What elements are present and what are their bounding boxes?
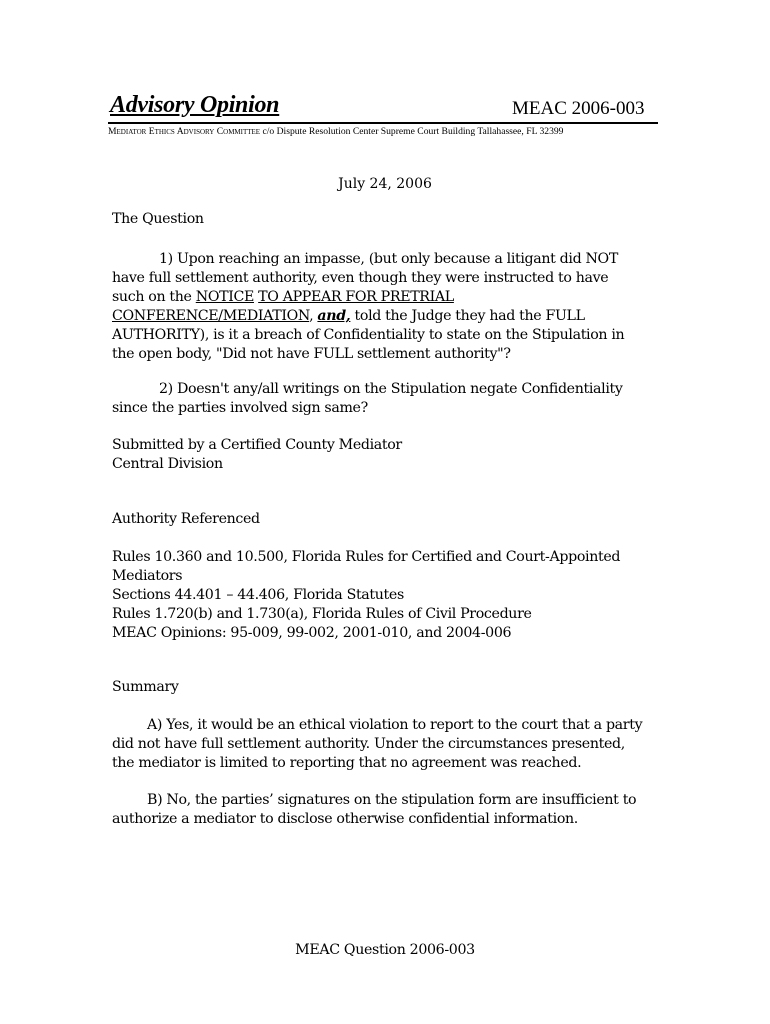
summary-a-line: did not have full settlement authority. Under the circumstances presented, [112, 736, 625, 752]
committee-location: c/o Dispute Resolution Center Supreme Court Building Tallahassee, FL 32399 [260, 126, 564, 137]
text-run: such on the [112, 289, 196, 305]
authority-line: Sections 44.401 – 44.406, Florida Statutes [112, 587, 404, 603]
question-one-line [112, 288, 672, 307]
question-one [112, 250, 672, 364]
authority-line: MEAC Opinions: 95-009, 99-002, 2001-010, and 2004-006 [112, 625, 512, 641]
committee-name: Mediator Ethics Advisory Committee [108, 126, 261, 137]
authority-line: Rules 10.360 and 10.500, Florida Rules for Certified and Court-Appointed [112, 549, 621, 565]
summary-b-line: authorize a mediator to disclose otherwise confidential information. [112, 811, 578, 827]
question-two [112, 380, 672, 418]
emphasis-and: and, [317, 308, 351, 324]
question-one-line: have full settlement authority, even though they were instructed to have [112, 270, 609, 286]
summary-a-line: A) Yes, it would be an ethical violation to report to the court that a party [147, 717, 643, 733]
text-run: told the Judge they had the FULL [350, 308, 585, 324]
authority-line: Rules 1.720(b) and 1.730(a), Florida Rules of Civil Procedure [112, 606, 532, 622]
question-heading: The Question [112, 211, 204, 227]
summary-a [112, 716, 672, 773]
summary-b-line: B) No, the parties’ signatures on the stipulation form are insufficient to [147, 792, 637, 808]
document-title: Advisory Opinion [110, 92, 280, 118]
question-one-line: 1) Upon reaching an impasse, (but only because a litigant did NOT [159, 251, 618, 267]
opinion-date: July 24, 2006 [338, 176, 432, 192]
question-one-line [112, 307, 672, 326]
summary-b [112, 791, 672, 829]
submitted-by [112, 436, 672, 474]
authority-heading: Authority Referenced [112, 511, 260, 527]
notice-reference-cont: TO APPEAR FOR PRETRIAL [258, 289, 454, 305]
notice-reference-end: CONFERENCE/MEDIATION [112, 308, 310, 324]
notice-reference: NOTICE [195, 289, 254, 305]
authority-line: Mediators [112, 568, 183, 584]
submitted-line: Central Division [112, 456, 223, 472]
opinion-number: MEAC 2006-003 [512, 98, 645, 119]
question-one-line: AUTHORITY), is it a breach of Confidentiality to state on the Stipulation in [112, 327, 625, 343]
question-one-line: the open body, "Did not have FULL settlement authority"? [112, 346, 511, 362]
question-two-line: 2) Doesn't any/all writings on the Stipulation negate Confidentiality [159, 381, 623, 397]
summary-a-line: the mediator is limited to reporting that no agreement was reached. [112, 755, 582, 771]
summary-heading: Summary [112, 679, 179, 695]
committee-address [108, 126, 688, 137]
authority-list [112, 548, 672, 643]
page-footer: MEAC Question 2006-003 [295, 942, 475, 958]
header-divider [108, 122, 658, 124]
text-run: , [309, 308, 318, 324]
question-two-line: since the parties involved sign same? [112, 400, 368, 416]
submitted-line: Submitted by a Certified County Mediator [112, 437, 402, 453]
